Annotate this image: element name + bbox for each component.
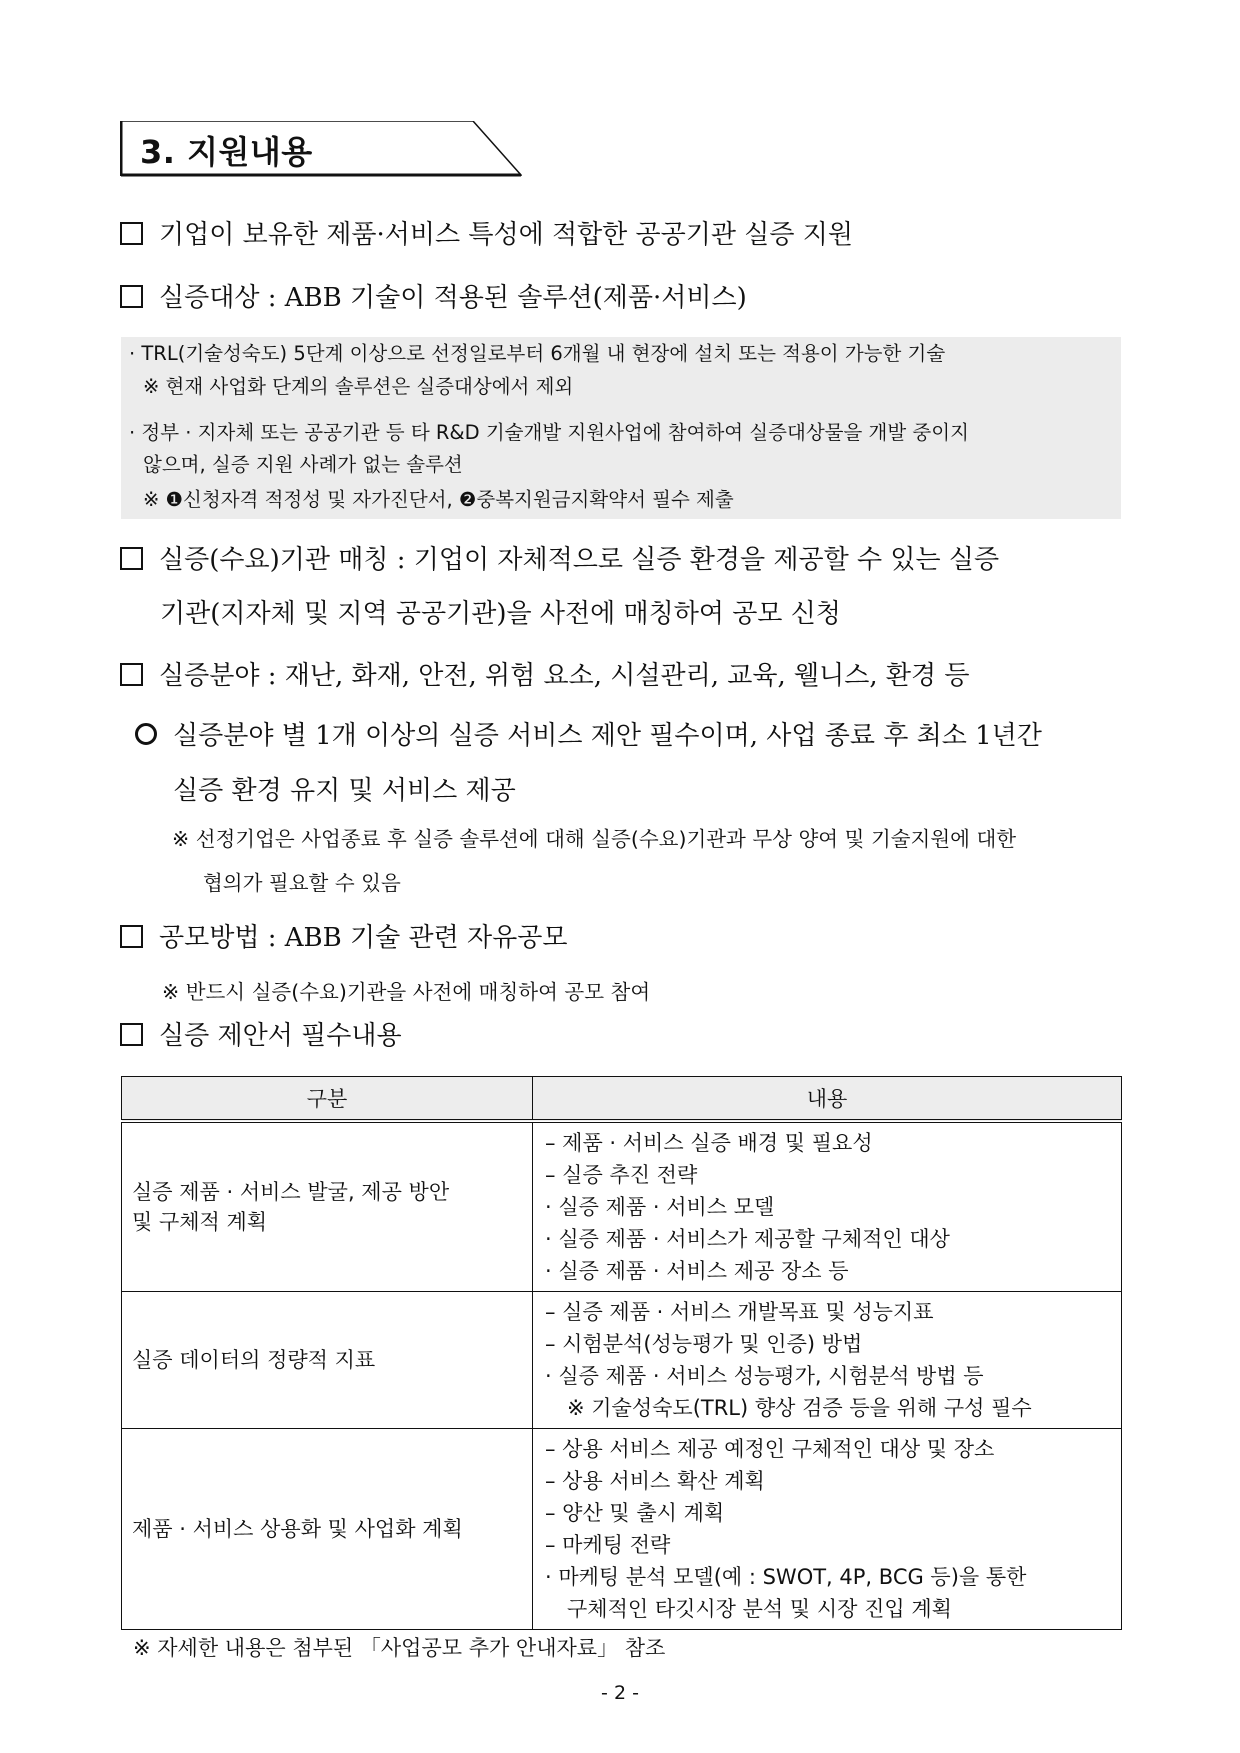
category-line: 및 구체적 계획 xyxy=(132,1210,268,1234)
matching-line-2: 기관(지자체 및 지역 공공기관)을 사전에 매칭하여 공모 신청 xyxy=(160,599,841,629)
field-sub-item xyxy=(135,715,1042,752)
category-line: 제품 · 서비스 상용화 및 사업화 계획 xyxy=(132,1517,463,1541)
field-note-line-2: 협의가 필요할 수 있음 xyxy=(203,871,401,895)
section-header xyxy=(120,121,522,177)
row-category xyxy=(122,1292,533,1429)
field-item xyxy=(120,648,1120,704)
contents-line: – 시험분석(성능평가 및 인증) 방법 xyxy=(545,1332,863,1356)
field-note-line-1: ※ 선정기업은 사업종료 후 실증 솔루션에 대해 실증(수요)기관과 무상 양여 및 기술지원에 대한 xyxy=(172,827,1017,851)
support-item xyxy=(120,207,1120,263)
contents-line: – 실증 추진 전략 xyxy=(545,1163,698,1187)
contents-line: – 상용 서비스 제공 예정인 구체적인 대상 및 장소 xyxy=(545,1437,995,1461)
field-line: 실증분야 : 재난, 화재, 안전, 위험 요소, 시설관리, 교육, 웰니스, 환경 등 xyxy=(159,661,970,691)
target-detail-line: · 정부 · 지자체 또는 공공기관 등 타 R&D 기술개발 지원사업에 참여하여 실증대상물을 개발 중이지 xyxy=(129,421,969,444)
header-category: 구분 xyxy=(122,1077,533,1122)
checkbox-bullet-icon xyxy=(120,547,143,570)
target-detail-line: · TRL(기술성숙도) 5단계 이상으로 선정일로부터 6개월 내 현장에 설치 또는 적용이 가능한 기술 xyxy=(129,342,946,365)
method-item xyxy=(120,910,1120,966)
checkbox-bullet-icon xyxy=(120,222,143,245)
contents-line: · 실증 제품 · 서비스 모델 xyxy=(545,1195,775,1219)
contents-line: – 상용 서비스 확산 계획 xyxy=(545,1469,765,1493)
contents-line: – 제품 · 서비스 실증 배경 및 필요성 xyxy=(545,1131,873,1155)
contents-line: · 실증 제품 · 서비스 성능평가, 시험분석 방법 등 xyxy=(545,1364,984,1388)
checkbox-bullet-icon xyxy=(120,925,143,948)
table-row xyxy=(122,1121,1122,1292)
row-contents xyxy=(533,1121,1122,1292)
row-contents xyxy=(533,1292,1122,1429)
contents-line: · 마케팅 분석 모델(예 : SWOT, 4P, BCG 등)을 통한 xyxy=(545,1565,1027,1589)
row-category xyxy=(122,1429,533,1630)
method-line: 공모방법 : ABB 기술 관련 자유공모 xyxy=(159,923,568,953)
matching-item xyxy=(120,532,1120,588)
contents-line: – 양산 및 출시 계획 xyxy=(545,1501,725,1525)
category-line: 실증 데이터의 정량적 지표 xyxy=(132,1348,376,1372)
section-title: 3. 지원내용 xyxy=(140,133,313,171)
proposal-line: 실증 제안서 필수내용 xyxy=(159,1021,402,1051)
matching-line-1: 실증(수요)기관 매칭 : 기업이 자체적으로 실증 환경을 제공할 수 있는 실증 xyxy=(159,545,1000,575)
target-detail-note: ※ ❶신청자격 적정성 및 자가진단서, ❷중복지원금지확약서 필수 제출 xyxy=(143,488,734,511)
proposal-contents-table xyxy=(121,1076,1122,1630)
field-sub-line-2: 실증 환경 유지 및 서비스 제공 xyxy=(173,776,516,806)
category-line: 실증 제품 · 서비스 발굴, 제공 방안 xyxy=(132,1180,450,1204)
checkbox-bullet-icon xyxy=(120,1023,143,1046)
footnote: ※ 자세한 내용은 첨부된 「사업공모 추가 안내자료」 참조 xyxy=(133,1636,666,1660)
contents-line: – 실증 제품 · 서비스 개발목표 및 성능지표 xyxy=(545,1300,934,1324)
table-row xyxy=(122,1292,1122,1429)
row-contents xyxy=(533,1429,1122,1630)
method-note: ※ 반드시 실증(수요)기관을 사전에 매칭하여 공모 참여 xyxy=(162,980,651,1004)
page-number: - 2 - xyxy=(601,1682,639,1704)
target-detail-line: 않으며, 실증 지원 사례가 없는 솔루션 xyxy=(143,453,463,476)
header-contents: 내용 xyxy=(533,1077,1122,1122)
support-item-text: 기업이 보유한 제품·서비스 특성에 적합한 공공기관 실증 지원 xyxy=(159,220,854,250)
contents-line: · 실증 제품 · 서비스가 제공할 구체적인 대상 xyxy=(545,1227,950,1251)
contents-line: 구체적인 타깃시장 분석 및 시장 진입 계획 xyxy=(567,1597,952,1621)
row-category xyxy=(122,1121,533,1292)
circle-bullet-icon xyxy=(135,723,157,745)
target-detail-box xyxy=(121,337,1121,519)
contents-note: ※ 기술성숙도(TRL) 향상 검증 등을 위해 구성 필수 xyxy=(567,1396,1032,1420)
checkbox-bullet-icon xyxy=(120,663,143,686)
checkbox-bullet-icon xyxy=(120,285,143,308)
contents-line: · 실증 제품 · 서비스 제공 장소 등 xyxy=(545,1259,849,1283)
field-sub-line-1: 실증분야 별 1개 이상의 실증 서비스 제안 필수이며, 사업 종료 후 최소 1년간 xyxy=(173,721,1042,751)
table-row xyxy=(122,1429,1122,1630)
proposal-item xyxy=(120,1008,1120,1064)
target-item xyxy=(120,270,1120,326)
contents-line: – 마케팅 전략 xyxy=(545,1533,671,1557)
target-detail-note: ※ 현재 사업화 단계의 솔루션은 실증대상에서 제외 xyxy=(143,375,574,398)
target-item-text: 실증대상 : ABB 기술이 적용된 솔루션(제품·서비스) xyxy=(159,283,747,313)
table-header-row xyxy=(122,1077,1122,1122)
